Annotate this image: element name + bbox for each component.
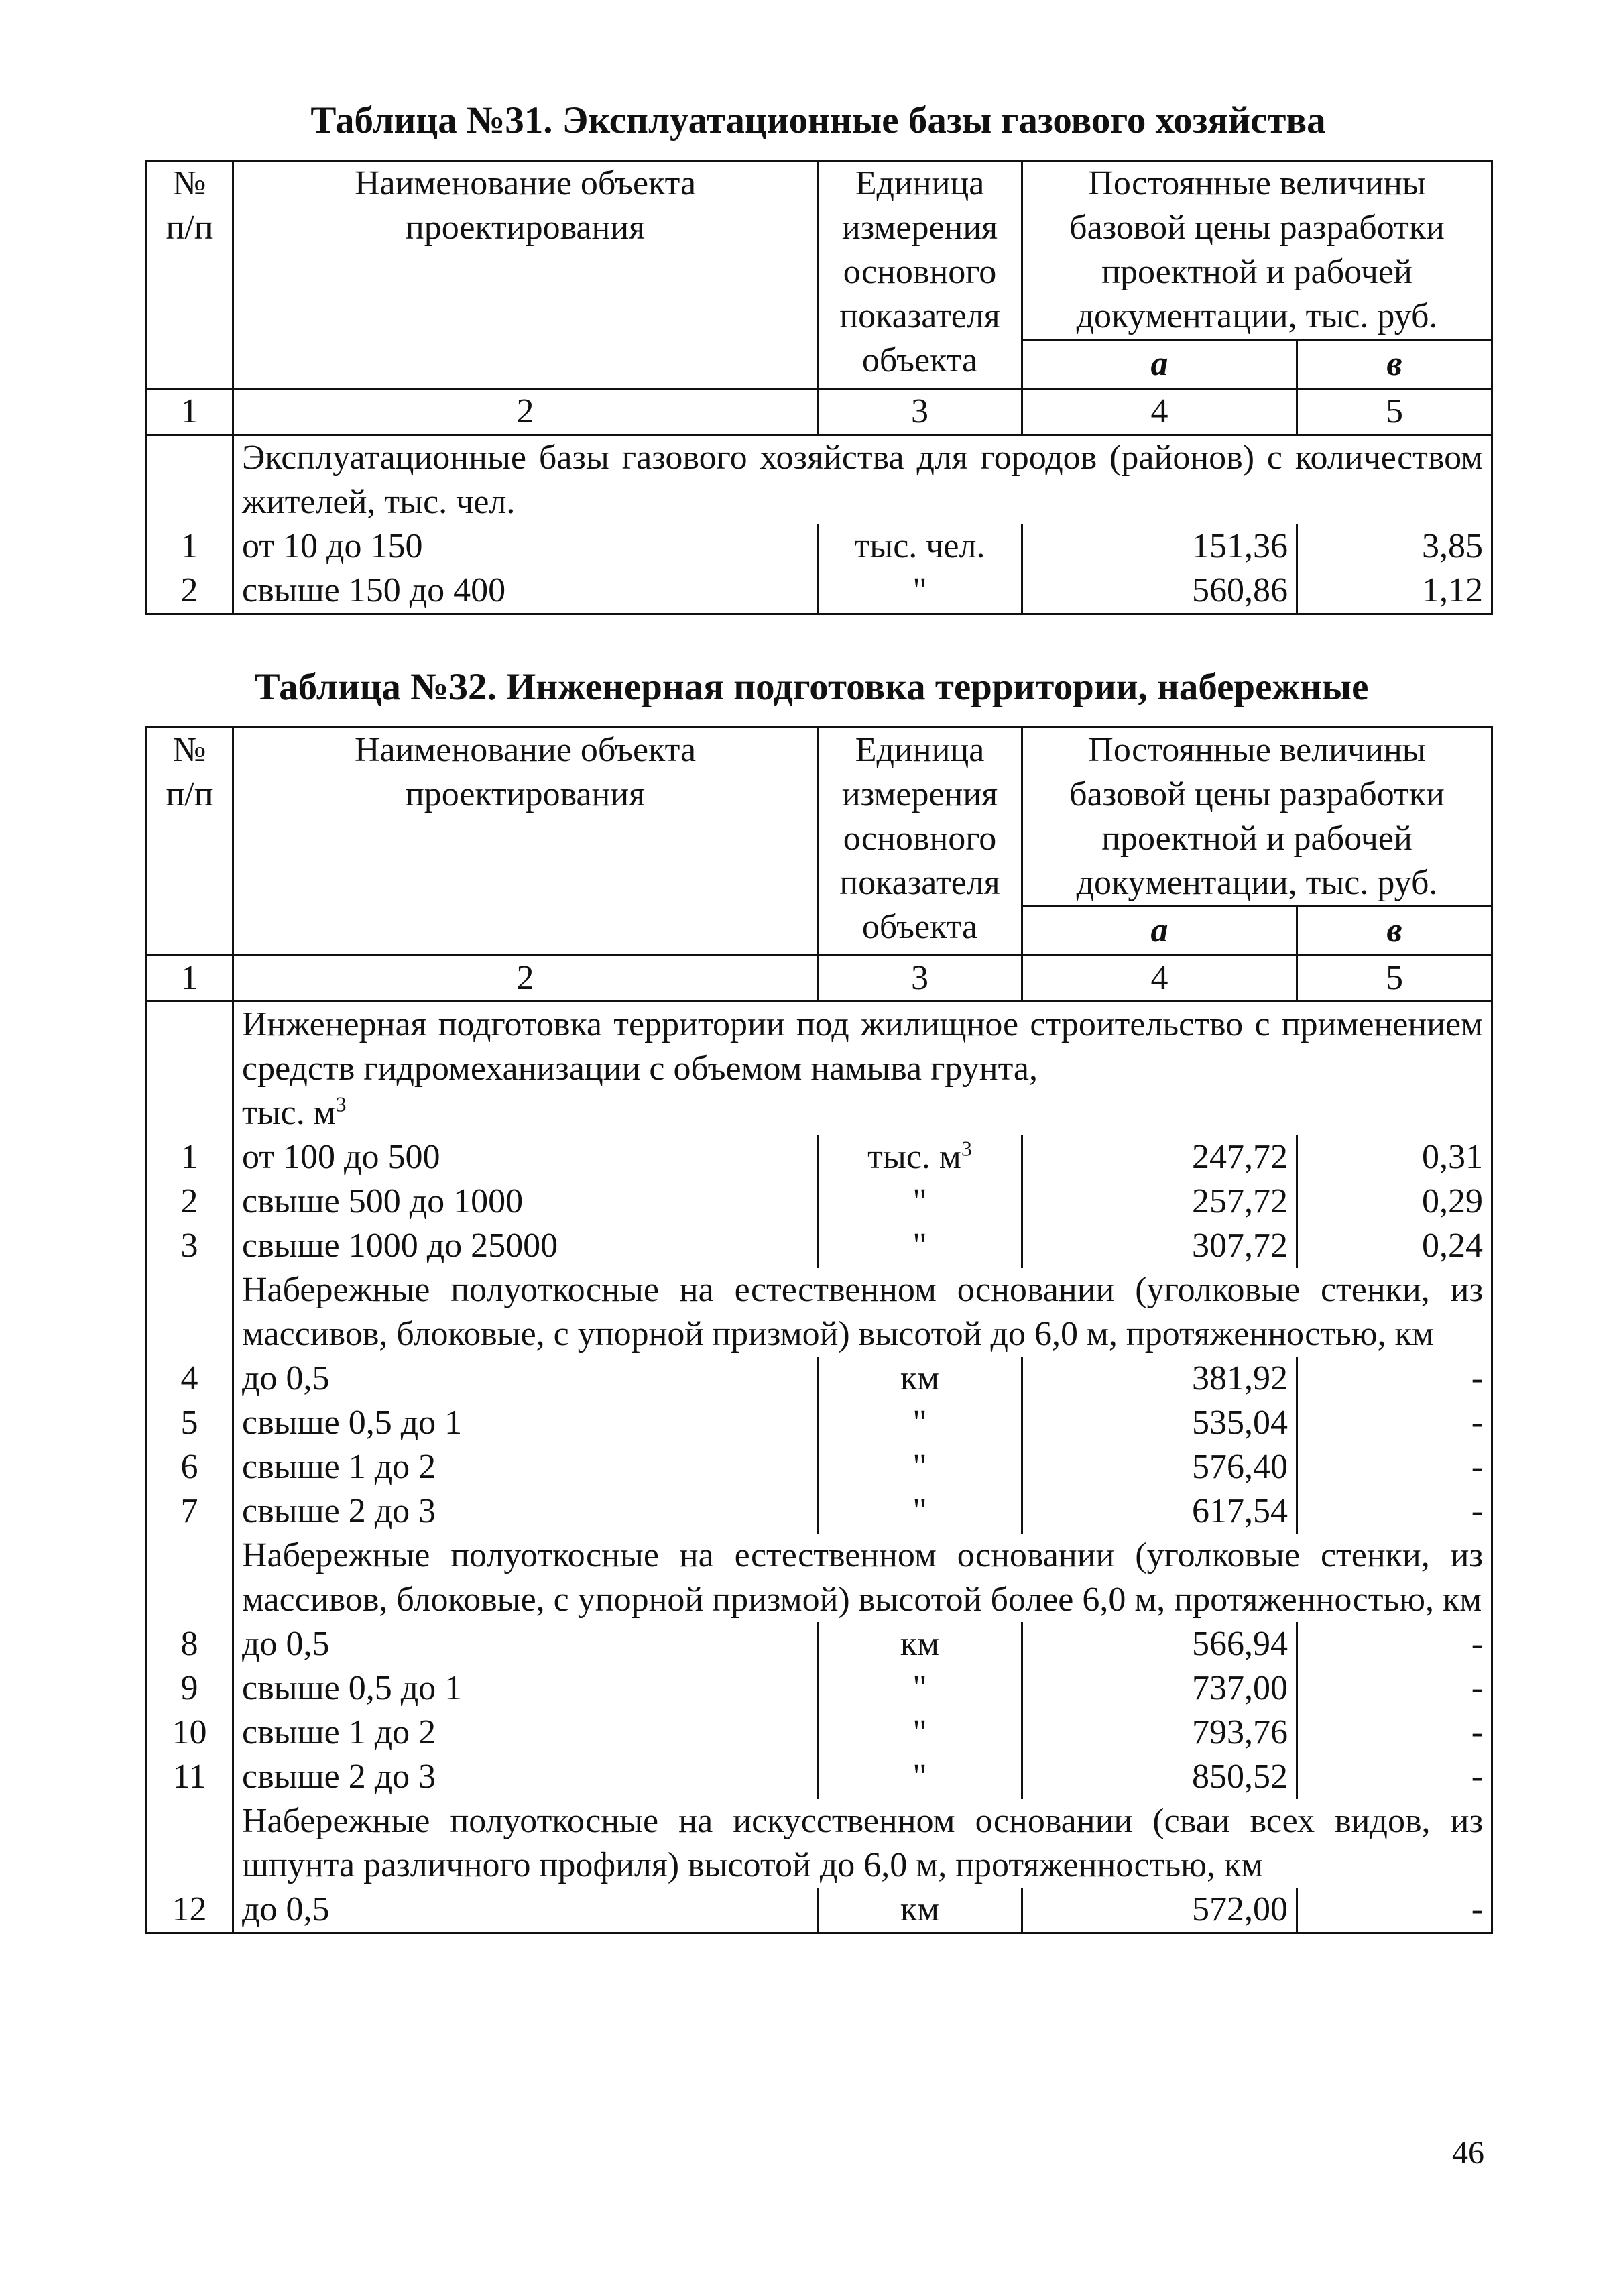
- col-number: 5: [1297, 389, 1492, 435]
- row-value-b: -: [1297, 1489, 1492, 1534]
- row-value-a: 566,94: [1022, 1622, 1297, 1666]
- row-name: свыше 2 до 3: [233, 1489, 818, 1534]
- col-number: 1: [146, 389, 233, 435]
- col-number: 4: [1022, 389, 1297, 435]
- row-num: 3: [146, 1224, 233, 1268]
- row-value-b: -: [1297, 1401, 1492, 1445]
- row-name: до 0,5: [233, 1888, 818, 1933]
- table-32-title: Таблица №32. Инженерная подготовка территории, набережные: [254, 666, 1369, 708]
- row-unit: ": [818, 1711, 1022, 1755]
- section-num-cell: [146, 435, 233, 525]
- table-row: [146, 524, 1492, 569]
- row-value-a: 617,54: [1022, 1489, 1297, 1534]
- row-unit: км: [818, 1622, 1022, 1666]
- row-value-b: -: [1297, 1622, 1492, 1666]
- section-num-cell: [146, 1002, 233, 1136]
- row-value-b: -: [1297, 1755, 1492, 1799]
- row-unit: ": [818, 1445, 1022, 1489]
- row-name: от 100 до 500: [233, 1135, 818, 1180]
- section-heading: [233, 1002, 1492, 1136]
- row-num: 9: [146, 1666, 233, 1711]
- row-name: свыше 2 до 3: [233, 1755, 818, 1799]
- header-unit: Единица измерения основного показателя объекта: [818, 728, 1022, 956]
- col-number: 3: [818, 956, 1022, 1002]
- table-row: [146, 1224, 1492, 1268]
- table-row: [146, 1666, 1492, 1711]
- col-number: 1: [146, 956, 233, 1002]
- section-heading-text: Инженерная подготовка территории под жилищное строительство с применением средств гидромеханизации с объемом намыва грунта,: [242, 1005, 1484, 1088]
- row-value-a: 737,00: [1022, 1666, 1297, 1711]
- row-value-b: 0,24: [1297, 1224, 1492, 1268]
- header-b: в: [1297, 340, 1492, 389]
- table-row: [146, 1445, 1492, 1489]
- row-name: свыше 0,5 до 1: [233, 1401, 818, 1445]
- row-unit: км: [818, 1888, 1022, 1933]
- row-value-a: 151,36: [1022, 524, 1297, 569]
- table-row: [146, 1401, 1492, 1445]
- row-name: до 0,5: [233, 1622, 818, 1666]
- row-value-a: 381,92: [1022, 1357, 1297, 1401]
- table-row: [146, 1489, 1492, 1534]
- row-value-a: 257,72: [1022, 1180, 1297, 1224]
- row-value-a: 247,72: [1022, 1135, 1297, 1180]
- table-row: [146, 1711, 1492, 1755]
- row-unit: ": [818, 1666, 1022, 1711]
- table-row: [146, 1622, 1492, 1666]
- header-a: а: [1022, 340, 1297, 389]
- header-values: Постоянные величины базовой цены разработки проектной и рабочей документации, тыс. руб.: [1022, 728, 1492, 907]
- row-name: свыше 0,5 до 1: [233, 1666, 818, 1711]
- superscript: 3: [335, 1092, 347, 1116]
- row-name: от 10 до 150: [233, 524, 818, 569]
- row-value-a: 576,40: [1022, 1445, 1297, 1489]
- section-heading: Набережные полуоткосные на естественном основании (уголковые стенки, из массивов, блоковые, с упорной призмой) высотой более 6,0 м, протяженностью, км: [233, 1534, 1492, 1622]
- row-value-a: 572,00: [1022, 1888, 1297, 1933]
- row-value-a: 793,76: [1022, 1711, 1297, 1755]
- table-32: [145, 726, 1493, 1934]
- header-unit: Единица измерения основного показателя объекта: [818, 161, 1022, 389]
- row-num: 12: [146, 1888, 233, 1933]
- row-value-b: 0,29: [1297, 1180, 1492, 1224]
- row-unit: ": [818, 569, 1022, 614]
- col-number: 5: [1297, 956, 1492, 1002]
- row-value-a: 307,72: [1022, 1224, 1297, 1268]
- table-31: [145, 160, 1493, 615]
- row-unit: тыс. чел.: [818, 524, 1022, 569]
- row-value-b: 1,12: [1297, 569, 1492, 614]
- table-row: [146, 1180, 1492, 1224]
- row-value-b: -: [1297, 1888, 1492, 1933]
- row-num: 6: [146, 1445, 233, 1489]
- section-heading: Набережные полуоткосные на естественном основании (уголковые стенки, из массивов, блоковые, с упорной призмой) высотой до 6,0 м, протяженностью, км: [233, 1268, 1492, 1357]
- row-num: 4: [146, 1357, 233, 1401]
- row-value-b: 3,85: [1297, 524, 1492, 569]
- row-num: 8: [146, 1622, 233, 1666]
- row-unit: ": [818, 1180, 1022, 1224]
- row-unit: ": [818, 1755, 1022, 1799]
- row-unit: км: [818, 1357, 1022, 1401]
- row-num: 11: [146, 1755, 233, 1799]
- section-heading: Эксплуатационные базы газового хозяйства для городов (районов) с количеством жителей, тыс. чел.: [233, 435, 1492, 525]
- row-name: свыше 500 до 1000: [233, 1180, 818, 1224]
- row-num: 5: [146, 1401, 233, 1445]
- row-value-b: -: [1297, 1445, 1492, 1489]
- section-num-cell: [146, 1799, 233, 1888]
- row-name: свыше 1000 до 25000: [233, 1224, 818, 1268]
- row-value-b: -: [1297, 1357, 1492, 1401]
- row-value-a: 850,52: [1022, 1755, 1297, 1799]
- col-number: 4: [1022, 956, 1297, 1002]
- table-row: [146, 1135, 1492, 1180]
- row-name: свыше 1 до 2: [233, 1445, 818, 1489]
- table-row: [146, 569, 1492, 614]
- header-a: а: [1022, 907, 1297, 956]
- row-num: 7: [146, 1489, 233, 1534]
- header-num: № п/п: [146, 161, 233, 389]
- section-num-cell: [146, 1268, 233, 1357]
- section-heading-unit: тыс. м: [242, 1094, 336, 1132]
- row-name: свыше 150 до 400: [233, 569, 818, 614]
- col-number: 2: [233, 389, 818, 435]
- superscript: 3: [961, 1136, 972, 1161]
- header-b: в: [1297, 907, 1492, 956]
- row-value-b: -: [1297, 1666, 1492, 1711]
- row-unit-text: тыс. м: [867, 1138, 961, 1176]
- page-number: 46: [1452, 2135, 1484, 2171]
- section-num-cell: [146, 1534, 233, 1622]
- col-number: 2: [233, 956, 818, 1002]
- header-name: Наименование объекта проектирования: [233, 728, 818, 956]
- row-name: до 0,5: [233, 1357, 818, 1401]
- row-unit: ": [818, 1489, 1022, 1534]
- header-num: № п/п: [146, 728, 233, 956]
- table-row: [146, 1755, 1492, 1799]
- row-value-a: 535,04: [1022, 1401, 1297, 1445]
- row-value-b: 0,31: [1297, 1135, 1492, 1180]
- row-value-a: 560,86: [1022, 569, 1297, 614]
- table-row: [146, 1357, 1492, 1401]
- row-num: 1: [146, 524, 233, 569]
- header-values: Постоянные величины базовой цены разработки проектной и рабочей документации, тыс. руб.: [1022, 161, 1492, 340]
- row-num: 10: [146, 1711, 233, 1755]
- col-number: 3: [818, 389, 1022, 435]
- row-num: 1: [146, 1135, 233, 1180]
- row-name: свыше 1 до 2: [233, 1711, 818, 1755]
- row-unit: [818, 1135, 1022, 1180]
- header-name: Наименование объекта проектирования: [233, 161, 818, 389]
- row-value-b: -: [1297, 1711, 1492, 1755]
- table-row: [146, 1888, 1492, 1933]
- row-num: 2: [146, 569, 233, 614]
- section-heading: Набережные полуоткосные на искусственном основании (сваи всех видов, из шпунта различного профиля) высотой до 6,0 м, протяженностью, км: [233, 1799, 1492, 1888]
- row-unit: ": [818, 1401, 1022, 1445]
- row-unit: ": [818, 1224, 1022, 1268]
- row-num: 2: [146, 1180, 233, 1224]
- table-31-title: Таблица №31. Эксплуатационные базы газового хозяйства: [310, 99, 1326, 141]
